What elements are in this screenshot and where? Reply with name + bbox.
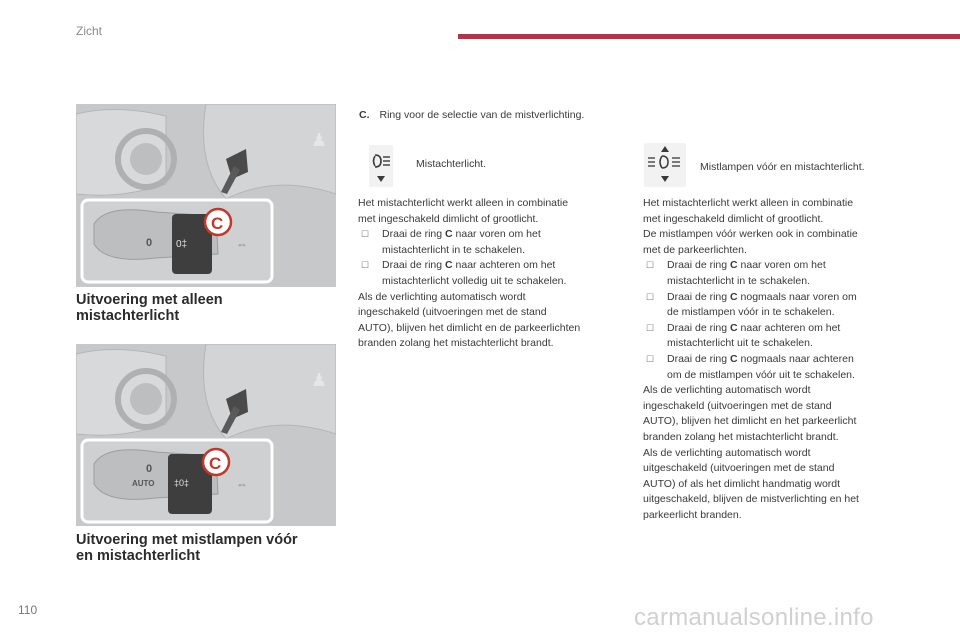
text-line: Als de verlichting automatisch wordt bbox=[643, 384, 811, 397]
list-item: ☐ Draai de ring C naar achteren om het mistachterlicht volledig uit te schakelen. bbox=[361, 259, 567, 287]
text-line: branden zolang het mistachterlicht brandt. bbox=[643, 430, 839, 443]
text-line: Het mistachterlicht werkt alleen in combinatie bbox=[643, 197, 854, 209]
text-line: uitgeschakeld (uitvoeringen met de stand bbox=[643, 462, 835, 475]
heading-line: Uitvoering met alleen bbox=[76, 292, 223, 308]
list-item: ☐ Draai de ring C nogmaals naar voren om de mistlampen vóór in te schakelen. bbox=[646, 290, 857, 319]
watermark: carmanualsonline.info bbox=[634, 604, 874, 631]
rear-fog-light-icon bbox=[369, 145, 393, 192]
illustration-rear-fog-only bbox=[76, 104, 336, 287]
text-line: uitgeschakeld, blijven de mistverlichting en het bbox=[643, 493, 859, 506]
svg-text:C: C bbox=[209, 454, 222, 473]
svg-text:C: C bbox=[211, 214, 224, 233]
svg-text:‡0‡: ‡0‡ bbox=[174, 478, 190, 488]
text-line: branden zolang het mistachterlicht brandt. bbox=[358, 337, 554, 350]
text-line: parkeerlicht branden. bbox=[643, 508, 742, 521]
svg-text:♟: ♟ bbox=[311, 370, 328, 390]
svg-text:⇔: ⇔ bbox=[236, 477, 248, 491]
column-rear-fog bbox=[358, 196, 630, 352]
text-line: Als de verlichting automatisch wordt bbox=[358, 290, 526, 303]
text-line: AUTO), blijven het dimlicht en de parkeerlichten bbox=[358, 321, 581, 334]
svg-text:0: 0 bbox=[146, 237, 153, 249]
text-line: met de parkeerlichten. bbox=[643, 243, 747, 256]
column-front-and-rear-fog bbox=[643, 196, 923, 523]
text-line: met ingeschakeld dimlicht of grootlicht. bbox=[643, 212, 824, 225]
front-and-rear-fog-light-icon bbox=[644, 143, 686, 192]
svg-text:0: 0 bbox=[146, 463, 153, 475]
heading-front-and-rear-fog bbox=[76, 532, 298, 564]
bullet-icon: ☐ bbox=[646, 322, 655, 333]
text-line: met ingeschakeld dimlicht of grootlicht. bbox=[358, 212, 539, 225]
bullet-icon: ☐ bbox=[361, 229, 370, 240]
svg-text:⇔: ⇔ bbox=[236, 237, 248, 251]
list-item: ☐ Draai de ring C naar achteren om het mistachterlicht uit te schakelen. bbox=[646, 321, 841, 350]
illustration-front-and-rear-fog bbox=[76, 344, 336, 526]
front-and-rear-fog-label: Mistlampen vóór en mistachterlicht. bbox=[700, 161, 865, 173]
header-accent-bar bbox=[458, 34, 960, 39]
page-number: 110 bbox=[18, 603, 38, 617]
svg-text:AUTO: AUTO bbox=[132, 479, 155, 488]
svg-text:♟: ♟ bbox=[311, 130, 328, 150]
bullet-icon: ☐ bbox=[646, 291, 655, 302]
list-item: ☐ Draai de ring C naar voren om het mistachterlicht in te schakelen. bbox=[361, 228, 541, 256]
list-item: ☐ Draai de ring C nogmaals naar achteren om de mistlampen vóór uit te schakelen. bbox=[646, 352, 855, 381]
heading-rear-fog-only bbox=[76, 292, 223, 324]
list-item: ☐ Draai de ring C naar voren om het mistachterlicht in te schakelen. bbox=[646, 259, 826, 287]
bullet-icon: ☐ bbox=[646, 260, 655, 271]
text-line: ingeschakeld (uitvoeringen met de stand bbox=[358, 306, 547, 319]
heading-line: mistachterlicht bbox=[76, 308, 180, 324]
text-line: AUTO) of als het dimlicht handmatig wordt bbox=[643, 477, 841, 490]
text-line: Het mistachterlicht werkt alleen in combinatie bbox=[358, 197, 569, 209]
svg-text:0‡: 0‡ bbox=[176, 239, 188, 250]
heading-line: Uitvoering met mistlampen vóór bbox=[76, 532, 298, 548]
rear-fog-label: Mistachterlicht. bbox=[416, 158, 487, 170]
text-line: AUTO), blijven het dimlicht en het parkeerlicht bbox=[643, 415, 857, 428]
caption-c bbox=[359, 109, 584, 121]
text-line: ingeschakeld (uitvoeringen met de stand bbox=[643, 399, 832, 412]
caption-key: C. bbox=[359, 109, 370, 121]
bullet-icon: ☐ bbox=[361, 260, 370, 271]
caption-text: Ring voor de selectie van de mistverlichting. bbox=[379, 109, 585, 121]
text-line: De mistlampen vóór werken ook in combinatie bbox=[643, 228, 858, 241]
heading-line: en mistachterlicht bbox=[76, 548, 201, 564]
text-line: Als de verlichting automatisch wordt bbox=[643, 446, 811, 459]
section-title: Zicht bbox=[76, 24, 103, 38]
bullet-icon: ☐ bbox=[646, 353, 655, 364]
